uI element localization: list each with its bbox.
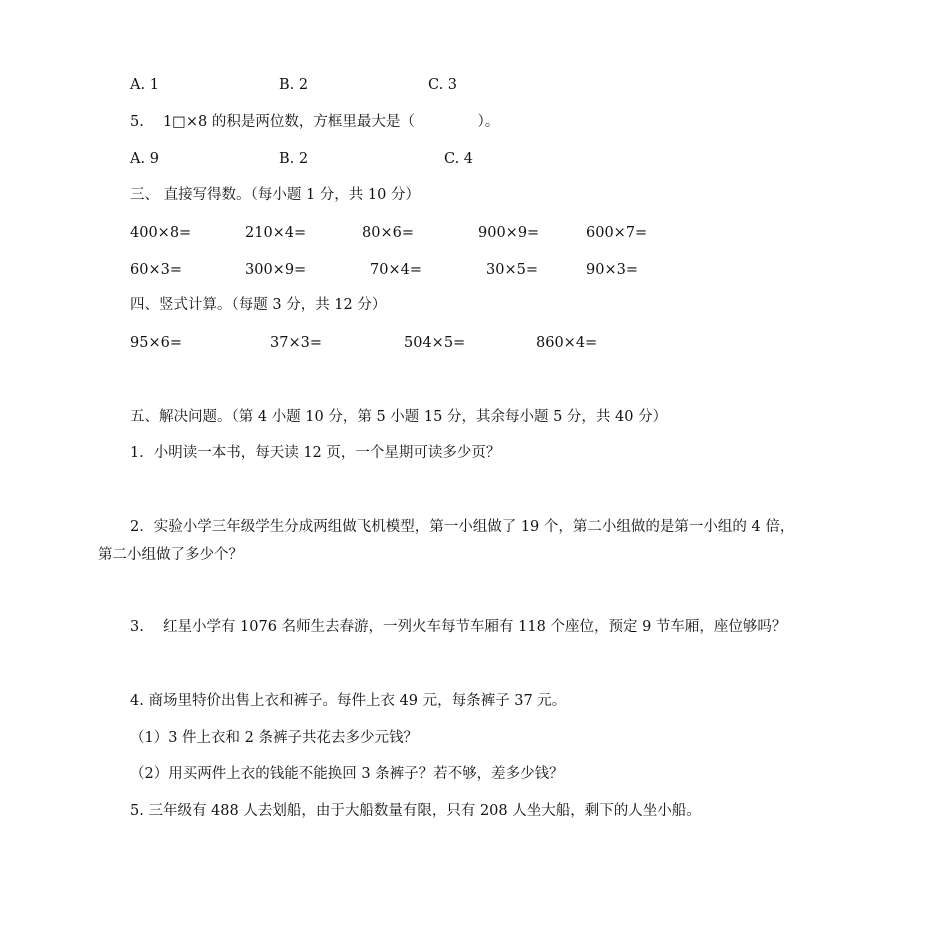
problem-1: 1．小明读一本书，每天读 12 页，一个星期可读多少页？ [130, 445, 501, 461]
calc-item: 80×6= [362, 225, 414, 241]
problem-2-line1: 2．实验小学三年级学生分成两组做飞机模型，第一小组做了 19 个，第二小组做的是第一小组的 4 倍， [130, 519, 795, 535]
q5-option-b: B. 2 [279, 151, 309, 167]
section4-title: 四、竖式计算。（每题 3 分，共 12 分） [130, 297, 387, 313]
q4-option-a: A. 1 [130, 77, 159, 93]
problem-5: 5. 三年级有 488 人去划船，由于大船数量有限，只有 208 人坐大船，剩下的人坐小船。 [130, 803, 701, 819]
problem-3: 3. 红星小学有 1076 名师生去春游，一列火车每节车厢有 118 个座位，预定 9 节车厢，座位够吗？ [130, 619, 787, 635]
calc-item: 90×3= [586, 262, 638, 278]
q5-option-a: A. 9 [130, 151, 159, 167]
calc-item: 30×5= [486, 262, 538, 278]
calc-item: 60×3= [130, 262, 182, 278]
q4-option-b: B. 2 [279, 77, 309, 93]
calc-item: 300×9= [245, 262, 307, 278]
vertical-calc-item: 504×5= [404, 335, 466, 351]
vertical-calc-item: 95×6= [130, 335, 182, 351]
problem-2-line2: 第二小组做了多少个？ [98, 547, 243, 563]
q4-option-c: C. 3 [428, 77, 458, 93]
q5-option-c: C. 4 [444, 151, 474, 167]
problem-4-sub1: （1）3 件上衣和 2 条裤子共花去多少元钱？ [130, 730, 419, 746]
section3-title: 三、 直接写得数。（每小题 1 分，共 10 分） [130, 187, 420, 203]
calc-item: 400×8= [130, 225, 192, 241]
vertical-calc-item: 37×3= [270, 335, 322, 351]
vertical-calc-item: 860×4= [536, 335, 598, 351]
problem-4: 4. 商场里特价出售上衣和裤子。每件上衣 49 元，每条裤子 37 元。 [130, 693, 567, 709]
calc-item: 600×7= [586, 225, 648, 241]
calc-item: 900×9= [478, 225, 540, 241]
q5-text: 5. 1□×8 的积是两位数，方框里最大是（ ）。 [130, 114, 500, 130]
calc-item: 210×4= [245, 225, 307, 241]
calc-item: 70×4= [370, 262, 422, 278]
section5-title: 五、解决问题。（第 4 小题 10 分，第 5 小题 15 分，其余每小题 5 分，共 40 分） [130, 409, 668, 425]
problem-4-sub2: （2）用买两件上衣的钱能不能换回 3 条裤子？若不够，差多少钱？ [130, 766, 564, 782]
